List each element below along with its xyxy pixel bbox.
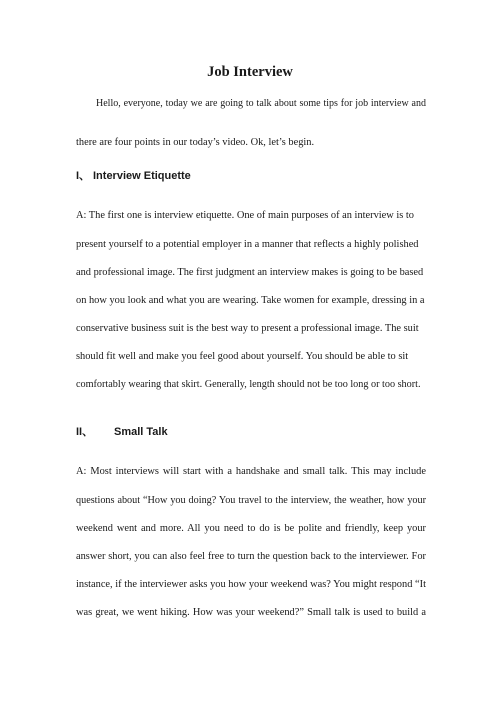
section-number: II、 (76, 426, 94, 438)
paragraph-line: questions about “How you doing? You travel to the interview, the weather, how your (76, 495, 426, 506)
paragraph-line: on how you look and what you are wearing. Take women for example, dressing in a (76, 295, 425, 306)
intro-line: there are four points in our today’s video. Ok, let’s begin. (76, 137, 315, 148)
intro-line: Hello, everyone, today we are going to talk about some tips for job interview and (96, 98, 426, 109)
paragraph-line: was great, we went hiking. How was your weekend?” Small talk is used to build a (76, 607, 426, 618)
paragraph-line: instance, if the interviewer asks you how your weekend was? You might respond “It (76, 579, 426, 590)
section-heading-interview-etiquette (76, 167, 191, 183)
paragraph-line: comfortably wearing that skirt. Generally, length should not be too long or too short. (76, 379, 421, 390)
paragraph-line: A: The first one is interview etiquette. One of main purposes of an interview is to (76, 210, 414, 221)
section-number: I、 (76, 170, 91, 182)
section-heading-small-talk (76, 423, 168, 439)
paragraph-line: and professional image. The first judgment an interview makes is going to be based (76, 267, 424, 278)
paragraph-line: should fit well and make you feel good about yourself. You should be able to sit (76, 351, 409, 362)
paragraph-line: weekend went and more. All you need to do is be polite and friendly, keep your (76, 523, 426, 534)
section-title: Interview Etiquette (93, 170, 191, 182)
paragraph-line: answer short, you can also feel free to turn the question back to the interviewer. For (76, 551, 426, 562)
paragraph-line: A: Most interviews will start with a handshake and small talk. This may include (76, 466, 426, 477)
section-title: Small Talk (114, 426, 168, 438)
paragraph-line: present yourself to a potential employer in a manner that reflects a highly polished (76, 239, 419, 250)
paragraph-line: conservative business suit is the best way to present a professional image. The suit (76, 323, 419, 334)
page-title: Job Interview (207, 64, 293, 80)
